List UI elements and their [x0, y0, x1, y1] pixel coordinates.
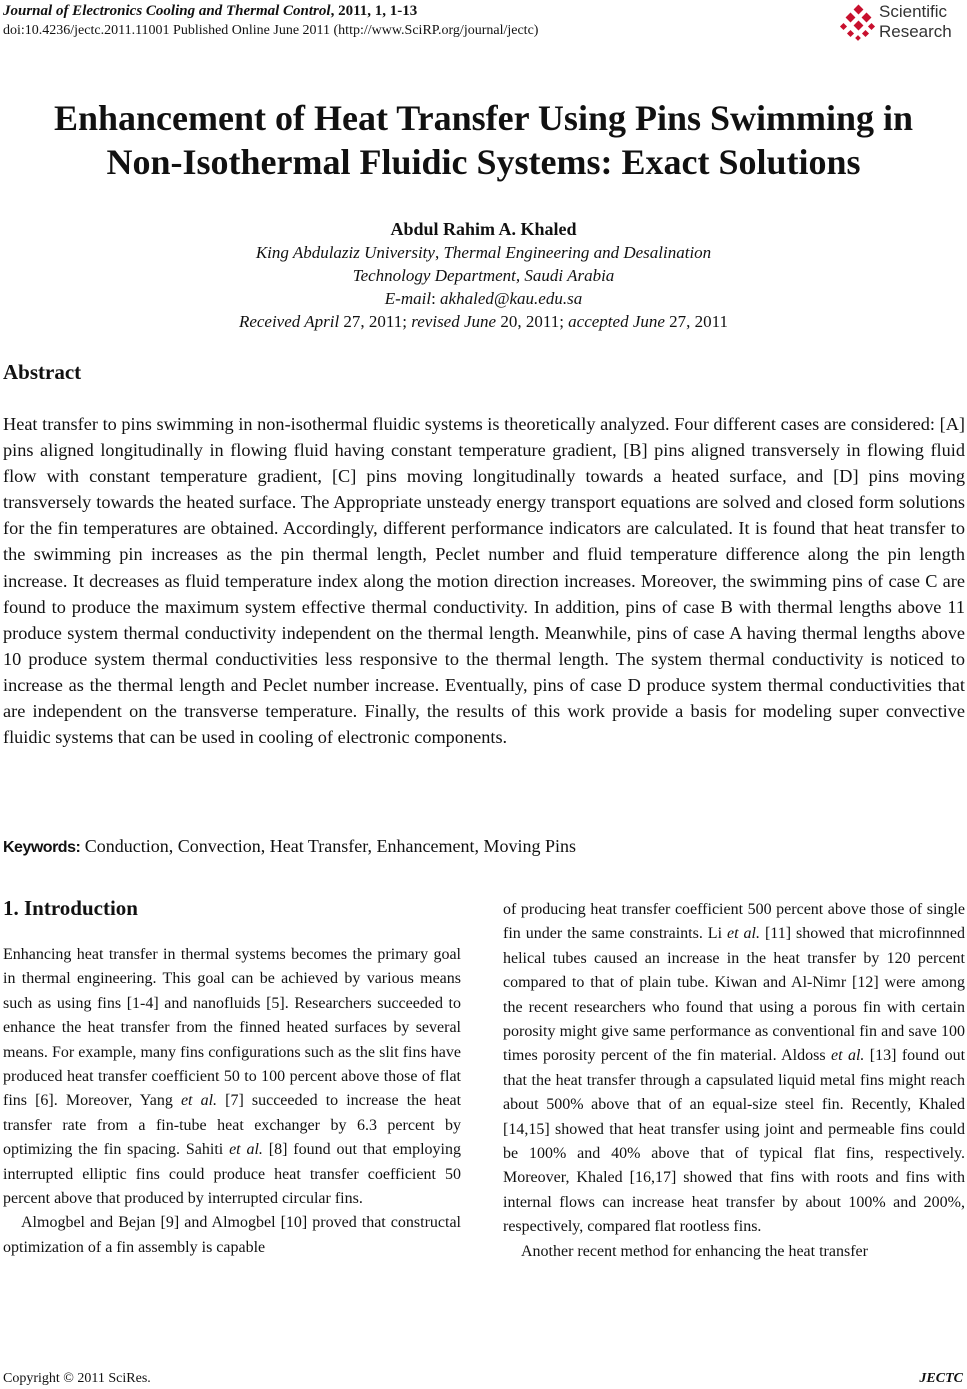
received-label: Received April: [238, 312, 340, 331]
publisher-name-line2: Research: [879, 22, 952, 41]
accepted-date: 27, 2011: [669, 312, 729, 331]
intro-p1-part-b: [7] succeeded to increase the heat transfer rate from a fin-tube heat exchanger by 6.3 percent by optimizing the fin spacing. Sahiti: [3, 1092, 462, 1159]
keywords-label: Keywords:: [3, 839, 81, 856]
footer-copyright: Copyright © 2011 SciRes.: [3, 1371, 151, 1386]
intro-p3-part-b: [11] showed that microfinnned helical tubes caused an increase in the heat transfer by 120 percent compared to that of plain tube. Kiwan and Al-Nimr [12] were among the recent researchers who found that using a porous fin with certain porosity might give same performance as conventional fin and save 100 times porosity percent of the fin material. Aldoss: [503, 925, 966, 1065]
keywords-line: [3, 836, 576, 857]
intro-p1-part-a: Enhancing heat transfer in thermal systems becomes the primary goal in thermal engineering. This goal can be achieved by various means such as using fins [1-4] and nanofluids [5]. Researchers succeeded to enhance the heat transfer from the finned heated surfaces by several means. For example, many fins configurations such as the slit fins have produced heat transfer coefficient 50 to 100 percent above those of flat fins [6]. Moreover, Yang: [3, 946, 461, 1110]
paper-title: [0, 96, 967, 184]
author-name: Abdul Rahim A. Khaled: [390, 219, 577, 239]
intro-paragraph-1: [3, 943, 461, 1211]
dates-line: [0, 310, 967, 333]
accepted-label: accepted June: [568, 312, 665, 331]
intro-p3-part-c: [13] found out that the heat transfer through a capsulated liquid metal fins might reach about 500% above that of an equal-size steel fin. Recently, Khaled [14,15] showed that heat transfer using joint and permeable fins could be 100% and 40% above that of typical flat fins, respectively. Moreover, Khaled [16,17] showed that fins with roots and fins with internal flows can increase heat transfer by about 100% and 200%, respectively, compared flat rootless fins.: [503, 1047, 966, 1236]
title-line-1: Enhancement of Heat Transfer Using Pins Swimming in: [53, 98, 914, 138]
author-block: [0, 218, 967, 333]
footer-journal-abbrev: JECTC: [919, 1371, 963, 1386]
et-al: et al.: [180, 1092, 218, 1110]
revised-date: 20, 2011;: [500, 312, 564, 331]
et-al: et al.: [831, 1047, 865, 1065]
received-date: 27, 2011;: [343, 312, 408, 331]
journal-name: Journal of Electronics Cooling and Thermal Control: [3, 3, 331, 19]
keywords-text: Conduction, Convection, Heat Transfer, Enhancement, Moving Pins: [84, 836, 577, 856]
et-al: et al.: [229, 1141, 263, 1159]
introduction-heading: 1. Introduction: [3, 896, 138, 920]
abstract-heading: Abstract: [3, 360, 82, 384]
left-column: [3, 943, 461, 1260]
affiliation-department: Thermal Engineering and Desalination: [443, 243, 712, 262]
intro-paragraph-3: [503, 898, 965, 1240]
affiliation-university: King Abdulaziz University: [255, 243, 435, 262]
et-al: et al.: [727, 925, 760, 943]
intro-paragraph-2: Almogbel and Bejan [9] and Almogbel [10] proved that constructal optimization of a fin assembly is capable: [3, 1214, 461, 1256]
abstract-text: Heat transfer to pins swimming in non-isothermal fluidic systems is theoretically analyzed. Four different cases are considered: [A] pins aligned longitudinally in flowing fluid having constant temperature gradient, [B] pins aligned transversely in flowing fluid flow with constant temperature gradient, [C] pins moving longitudinally towards a heated surface, and [D] pins moving transversely towards the heated surface. The Appropriate unsteady energy transport equations are solved and closed form solutions for the fin temperatures are obtained. Accordingly, different performance indicators are calculated. It is found that heat transfer to the swimming pin increases as the pin thermal length, Peclet number and fluid temperature difference along the pin length increase. It decreases as fluid temperature index along the motion direction increases. Moreover, the swimming pins of case C are found to produce the maximum system effective thermal conductivity. In addition, pins of case B with thermal lengths above 11 produce system thermal conductivity independent on the thermal length. Meanwhile, pins of case A having thermal lengths above 10 produce system thermal conductivities less responsive to the thermal length. The system thermal conductivity is noticed to increase as the thermal length and Peclet number increase. Eventually, pins of case D produce system thermal conductivities that are independent on the transverse temperature. Finally, the results of this work provide a basis for modeling super convective fluidic systems that can be used in cooling of electronic components.: [3, 414, 965, 748]
intro-p3-part-a: of producing heat transfer coefficient 500 percent above those of single fin under the same constraints. Li: [503, 901, 965, 943]
right-column: [503, 898, 965, 1264]
doi-line: doi:10.4236/jectc.2011.11001 Published Online June 2011 (http://www.SciRP.org/journal/jectc): [3, 23, 539, 38]
journal-citation: , 2011, 1, 1-13: [330, 3, 418, 19]
publisher-logo: [839, 2, 963, 46]
email-line: E-mail: akhaled@kau.edu.sa: [384, 289, 583, 308]
affiliation-line-2: Technology Department, Saudi Arabia: [352, 266, 615, 285]
revised-label: revised June: [411, 312, 497, 331]
email-address[interactable]: akhaled@kau.edu.sa: [440, 289, 583, 308]
title-line-2: Non-Isothermal Fluidic Systems: Exact Solutions: [106, 142, 861, 182]
affiliation-line-1: King Abdulaziz University, Thermal Engineering and Desalination: [255, 243, 712, 262]
email-label: E-mail: [384, 289, 432, 308]
publisher-name-line1: Scientific: [879, 2, 948, 21]
scientific-research-logo-icon: [839, 4, 879, 44]
intro-paragraph-4: Another recent method for enhancing the heat transfer: [521, 1242, 868, 1260]
journal-header: [3, 2, 538, 40]
intro-p1-part-c: [8] found out that employing interrupted elliptic fins could produce heat transfer coefficient 50 percent above that produced by interrupted circular fins.: [3, 1141, 461, 1208]
